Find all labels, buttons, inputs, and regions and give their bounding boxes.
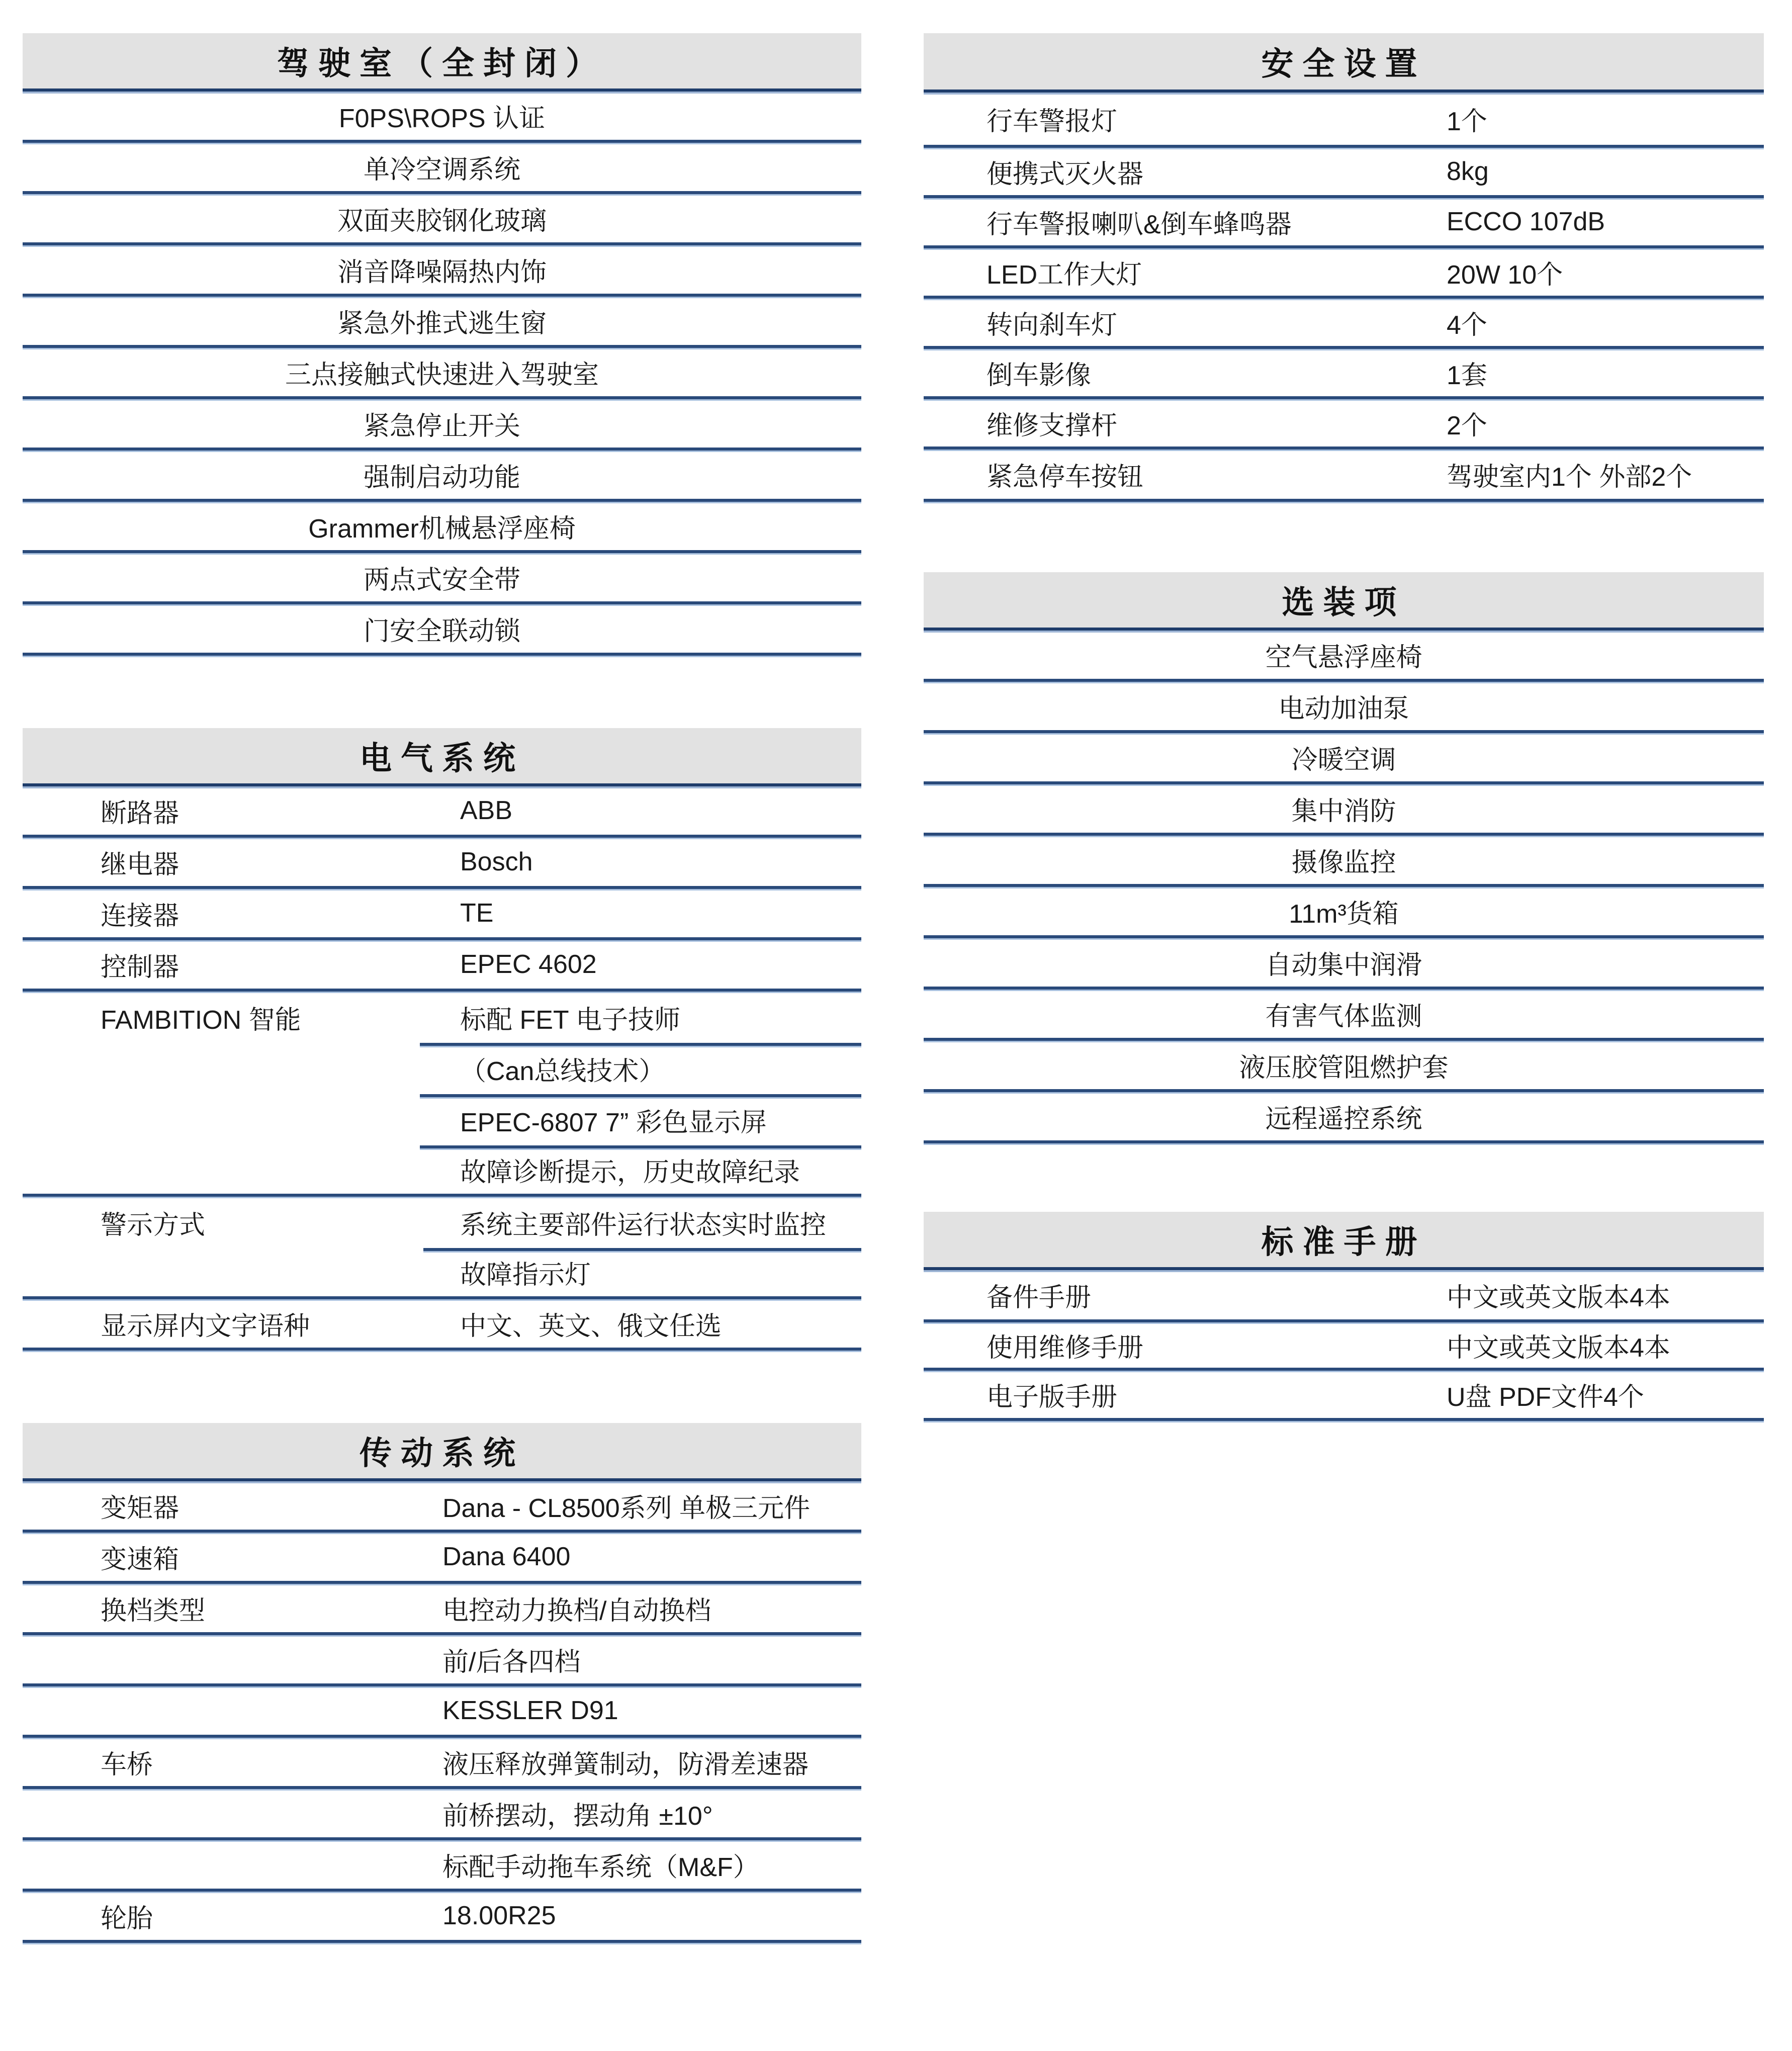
table-row <box>23 1299 861 1351</box>
table-row <box>23 1892 861 1943</box>
list-item: 液压胶管阻燃护套 <box>924 1041 1764 1092</box>
section-manuals <box>924 1212 1764 1421</box>
table-row <box>23 1686 861 1738</box>
section-electrical <box>23 728 861 1351</box>
row-label: 便携式灭火器 <box>987 159 1144 189</box>
list-item: F0PS\ROPS 认证 <box>23 92 861 143</box>
table-row <box>23 1248 861 1299</box>
row-value: Dana - CL8500系列 单极三元件 <box>442 1493 811 1523</box>
row-label: 轮胎 <box>101 1904 153 1933</box>
row-value: 20W 10个 <box>1447 260 1563 290</box>
list-item: 电动加油泵 <box>924 682 1764 733</box>
row-value: U盘 PDF文件4个 <box>1447 1382 1644 1412</box>
table-row <box>23 1584 861 1635</box>
list-item: 紧急外推式逃生窗 <box>23 297 861 348</box>
table-row <box>23 1197 861 1248</box>
table-row <box>924 93 1764 148</box>
section-title-cab: 驾驶室（全封闭） <box>23 33 861 92</box>
left-column <box>23 33 861 1943</box>
table-row <box>924 148 1764 198</box>
section-title-options: 选装项 <box>924 572 1764 631</box>
row-value: ECCO 107dB <box>1447 207 1605 236</box>
list-item: 紧急停止开关 <box>23 399 861 451</box>
row-value: 1个 <box>1447 107 1487 136</box>
table-row <box>924 450 1764 502</box>
section-title-electrical: 电气系统 <box>23 728 861 786</box>
row-value: TE <box>460 899 494 928</box>
row-label: 转向刹车灯 <box>987 310 1118 340</box>
row-value: 系统主要部件运行状态实时监控 <box>460 1210 827 1240</box>
table-row <box>23 992 861 1043</box>
row-label: 车桥 <box>101 1750 153 1779</box>
row-value: KESSLER D91 <box>442 1696 618 1725</box>
row-label: 继电器 <box>101 850 180 879</box>
list-item: 三点接触式快速进入驾驶室 <box>23 348 861 399</box>
row-label: 警示方式 <box>101 1210 206 1240</box>
row-value: 18.00R25 <box>442 1901 556 1930</box>
row-label: 显示屏内文字语种 <box>101 1311 310 1341</box>
table-row <box>23 838 861 889</box>
row-value: 故障诊断提示，历史故障纪录 <box>460 1157 800 1187</box>
row-value: 电控动力换档/自动换档 <box>442 1596 711 1626</box>
row-value: Bosch <box>460 847 533 876</box>
list-item: 11m³货箱 <box>924 887 1764 938</box>
table-row <box>924 1322 1764 1371</box>
row-label: 维修支撑杆 <box>987 411 1118 440</box>
row-label: 紧急停车按钮 <box>987 462 1144 492</box>
section-cab <box>23 33 861 656</box>
table-row <box>23 786 861 838</box>
row-label: 控制器 <box>101 952 180 982</box>
row-value: Dana 6400 <box>442 1542 571 1571</box>
table-row <box>23 1043 861 1094</box>
row-label: 倒车影像 <box>987 361 1092 390</box>
row-label: 电子版手册 <box>987 1382 1118 1412</box>
row-label: 变矩器 <box>101 1493 180 1523</box>
section-title-manuals: 标准手册 <box>924 1212 1764 1270</box>
list-item: 强制启动功能 <box>23 451 861 502</box>
table-row <box>23 940 861 992</box>
row-value: 4个 <box>1447 310 1487 340</box>
table-row <box>924 198 1764 248</box>
table-row <box>23 1145 861 1197</box>
row-value: EPEC-6807 7” 彩色显示屏 <box>460 1108 767 1137</box>
table-row <box>23 1635 861 1686</box>
row-value: （Can总线技术） <box>460 1056 665 1086</box>
table-row <box>23 1840 861 1892</box>
section-safety <box>924 33 1764 502</box>
row-value: ABB <box>460 796 513 825</box>
list-item: 单冷空调系统 <box>23 143 861 194</box>
table-row <box>23 1481 861 1533</box>
row-label: FAMBITION 智能 <box>101 1005 301 1035</box>
row-value: 2个 <box>1447 411 1487 440</box>
row-label: 行车警报喇叭&倒车蜂鸣器 <box>987 210 1292 239</box>
row-label: 行车警报灯 <box>987 107 1118 136</box>
table-row <box>924 1371 1764 1421</box>
row-label: 换档类型 <box>101 1596 206 1626</box>
row-label: 使用维修手册 <box>987 1333 1144 1363</box>
row-value: 驾驶室内1个 外部2个 <box>1447 462 1692 492</box>
row-value: EPEC 4602 <box>460 950 597 979</box>
table-row <box>23 889 861 940</box>
row-value: 中文或英文版本4本 <box>1447 1333 1670 1363</box>
table-row <box>23 1533 861 1584</box>
table-row <box>23 1738 861 1789</box>
row-label: 连接器 <box>101 901 180 931</box>
list-item: Grammer机械悬浮座椅 <box>23 502 861 553</box>
row-value: 前/后各四档 <box>442 1647 581 1677</box>
list-item: 空气悬浮座椅 <box>924 631 1764 682</box>
list-item: 有害气体监测 <box>924 990 1764 1041</box>
list-item: 远程遥控系统 <box>924 1092 1764 1143</box>
list-item: 集中消防 <box>924 784 1764 836</box>
table-row <box>23 1094 861 1145</box>
row-value: 前桥摆动，摆动角 ±10° <box>442 1801 713 1831</box>
section-title-safety: 安全设置 <box>924 33 1764 93</box>
right-column <box>924 33 1764 1421</box>
row-value: 中文、英文、俄文任选 <box>460 1311 722 1341</box>
list-item: 双面夹胶钢化玻璃 <box>23 194 861 245</box>
row-label: 断路器 <box>101 798 180 828</box>
list-item: 冷暖空调 <box>924 733 1764 784</box>
row-value: 标配手动拖车系统（M&F） <box>442 1852 759 1882</box>
row-value: 8kg <box>1447 157 1489 186</box>
list-item: 门安全联动锁 <box>23 604 861 656</box>
table-row <box>23 1789 861 1840</box>
section-options <box>924 572 1764 1143</box>
row-value: 故障指示灯 <box>460 1260 591 1290</box>
table-row <box>924 399 1764 450</box>
list-item: 摄像监控 <box>924 836 1764 887</box>
table-row <box>924 349 1764 399</box>
row-value: 1套 <box>1447 361 1487 390</box>
row-label: 变速箱 <box>101 1545 180 1574</box>
section-title-drivetrain: 传动系统 <box>23 1423 861 1481</box>
table-row <box>924 1270 1764 1322</box>
section-drivetrain <box>23 1423 861 1943</box>
row-value: 液压释放弹簧制动，防滑差速器 <box>442 1750 809 1779</box>
row-label: 备件手册 <box>987 1283 1092 1312</box>
list-item: 自动集中润滑 <box>924 938 1764 990</box>
list-item: 两点式安全带 <box>23 553 861 604</box>
table-row <box>924 248 1764 299</box>
list-item: 消音降噪隔热内饰 <box>23 245 861 297</box>
row-value: 标配 FET 电子技师 <box>460 1005 681 1035</box>
row-label: LED工作大灯 <box>987 260 1142 290</box>
row-value: 中文或英文版本4本 <box>1447 1283 1670 1312</box>
table-row <box>924 299 1764 349</box>
